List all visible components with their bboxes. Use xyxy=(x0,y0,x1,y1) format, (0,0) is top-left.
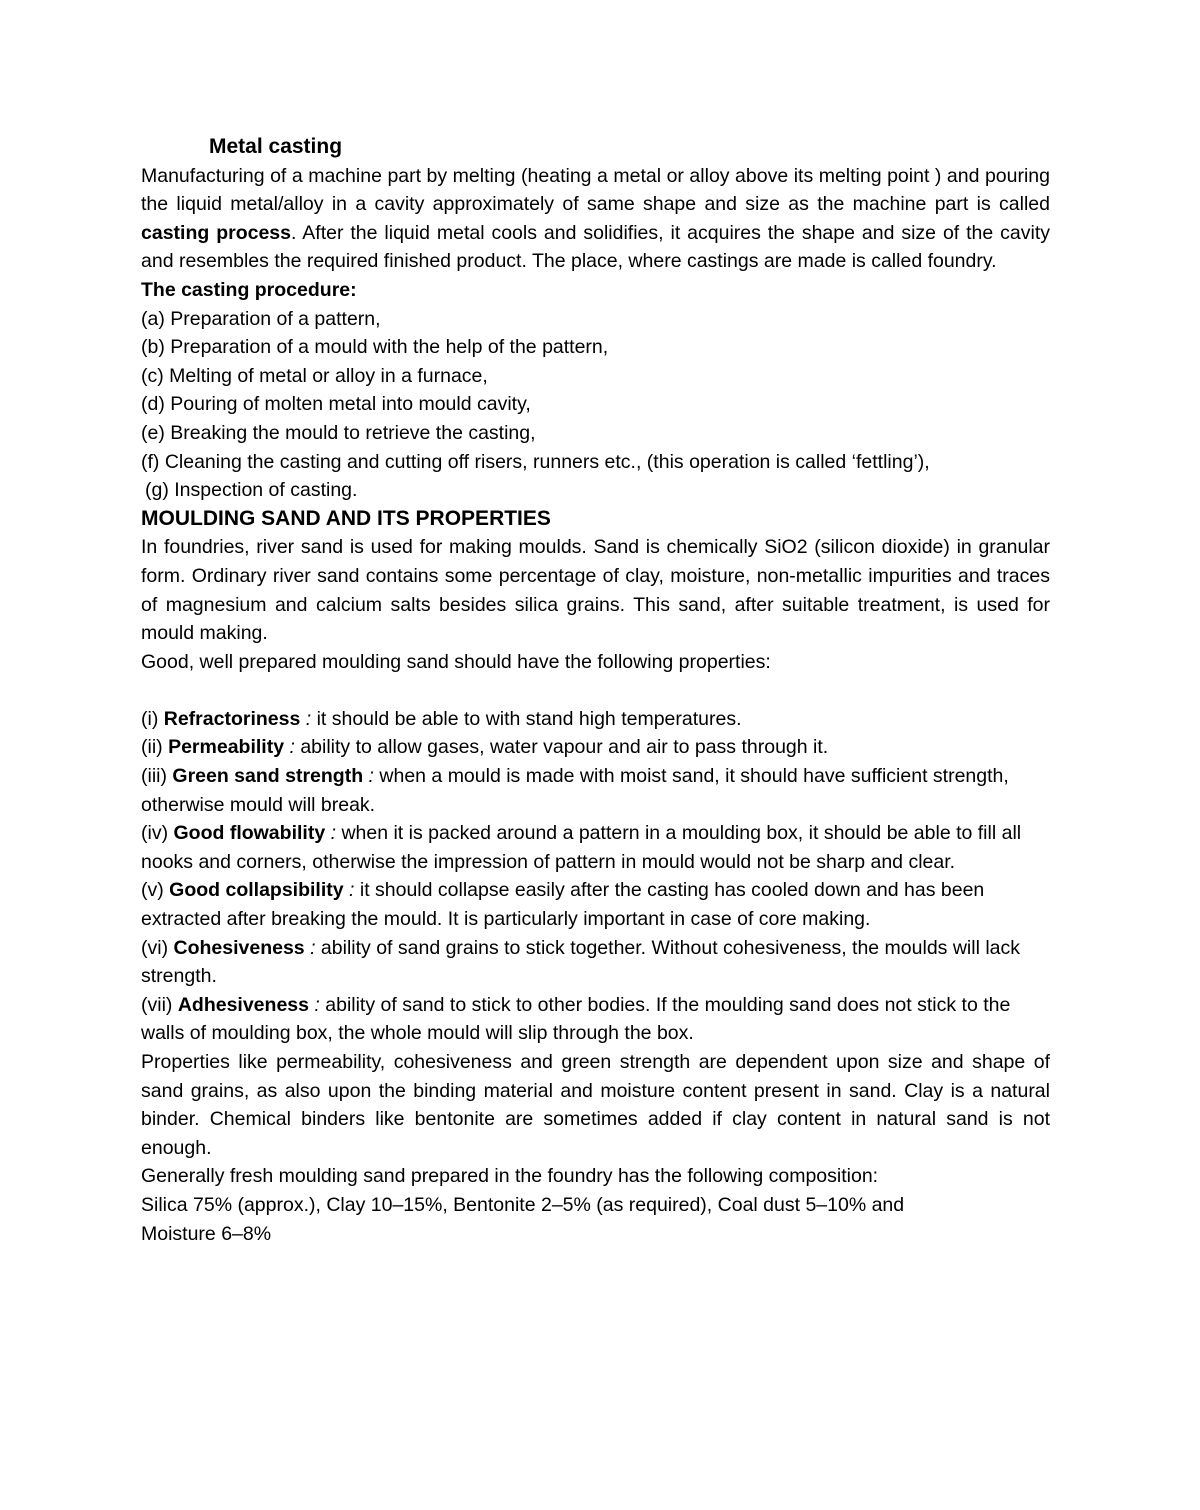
property-separator: : xyxy=(284,736,301,759)
procedure-step: (f) Cleaning the casting and cutting off risers, runners etc., (this operation is called ‘fettling’), xyxy=(141,450,930,473)
blank-line xyxy=(141,676,1050,705)
property-number: (vii) xyxy=(141,993,178,1016)
property-name: Green sand strength xyxy=(172,765,364,788)
intro-bold-term: casting process xyxy=(141,221,291,244)
property-number: (i) xyxy=(141,707,164,730)
property-number: (v) xyxy=(141,879,170,902)
property-description: when it is packed around a pattern in a moulding box, it should be able to fill all nooks and corners, otherwise the impression of pattern in mould would not be sharp and clear. xyxy=(141,822,1022,873)
property-item xyxy=(141,762,1050,819)
moulding-paragraph-1: In foundries, river sand is used for making moulds. Sand is chemically SiO2 (silicon dioxide) in granular form. Ordinary river sand contains some percentage of clay, moisture, non-metallic impurities and traces of magnesium and calcium salts besides silica grains. This sand, after suitable treatment, is used for mould making. xyxy=(141,536,1050,645)
composition-line-1: Silica 75% (approx.), Clay 10–15%, Bentonite 2–5% (as required), Coal dust 5–10% and xyxy=(141,1193,905,1216)
moulding-paragraph-3: Properties like permeability, cohesiveness and green strength are dependent upon size and shape of sand grains, as also upon the binding material and moisture content present in sand. Clay is a natural binder. Chemical binders like bentonite are sometimes added if clay content in natural sand is not enough. xyxy=(141,1051,1050,1159)
procedure-step: (a) Preparation of a pattern, xyxy=(141,307,381,330)
moulding-paragraph-2: Good, well prepared moulding sand should have the following properties: xyxy=(141,650,771,673)
page-title: Metal casting xyxy=(209,135,343,158)
property-separator: : xyxy=(325,822,342,845)
property-separator: : xyxy=(308,993,326,1016)
property-number: (iv) xyxy=(141,822,174,845)
property-description: ability of sand grains to stick together. Without cohesiveness, the moulds will lack strength. xyxy=(141,936,1021,988)
intro-text-1: Manufacturing of a machine part by melting (heating a metal or alloy above its melting point ) and pouring the liquid metal/alloy in a cavity approximately of same shape and size as the machine part is called xyxy=(141,164,1050,216)
property-description: ability to allow gases, water vapour and air to pass through it. xyxy=(300,736,829,759)
property-item xyxy=(141,705,1050,734)
property-name: Good flowability xyxy=(173,822,326,845)
property-item xyxy=(141,733,1050,762)
procedure-step: (c) Melting of metal or alloy in a furnace, xyxy=(141,364,488,387)
property-item xyxy=(141,991,1050,1048)
moulding-paragraph-4: Generally fresh moulding sand prepared in the foundry has the following composition: xyxy=(141,1165,879,1188)
property-description: when a mould is made with moist sand, it should have sufficient strength, otherwise mould will break. xyxy=(141,765,1009,816)
property-number: (vi) xyxy=(141,936,174,959)
property-number: (ii) xyxy=(141,736,169,759)
property-item xyxy=(141,876,1050,933)
property-separator: : xyxy=(300,707,317,730)
procedure-list xyxy=(141,305,1050,505)
property-name: Refractoriness xyxy=(163,707,301,730)
properties-list xyxy=(141,705,1050,1048)
property-name: Good collapsibility xyxy=(169,879,344,902)
property-item xyxy=(141,934,1050,991)
procedure-step: (e) Breaking the mould to retrieve the casting, xyxy=(141,421,536,444)
procedure-step: (d) Pouring of molten metal into mould cavity, xyxy=(141,393,531,416)
procedure-step: (g) Inspection of casting. xyxy=(145,479,358,502)
property-separator: : xyxy=(304,936,321,959)
section-heading: MOULDING SAND AND ITS PROPERTIES xyxy=(141,506,551,530)
composition-line-2: Moisture 6–8% xyxy=(141,1222,272,1245)
property-description: it should collapse easily after the casting has cooled down and has been extracted after breaking the mould. It is particularly important in case of core making. xyxy=(141,879,985,931)
property-separator: : xyxy=(343,879,360,902)
property-name: Adhesiveness xyxy=(177,993,309,1016)
property-name: Cohesiveness xyxy=(173,936,305,959)
property-description: it should be able to with stand high temperatures. xyxy=(316,707,742,730)
intro-paragraph xyxy=(141,162,1050,276)
property-description: ability of sand to stick to other bodies. If the moulding sand does not stick to the walls of moulding box, the whole mould will slip through the box. xyxy=(141,993,1011,1045)
intro-text-2: . After the liquid metal cools and solidifies, it acquires the shape and size of the cavity and resembles the required finished product. The place, where castings are made is called foundry. xyxy=(141,221,1051,273)
procedure-heading: The casting procedure: xyxy=(141,278,357,301)
property-separator: : xyxy=(363,765,380,788)
property-name: Permeability xyxy=(168,736,285,759)
procedure-step: (b) Preparation of a mould with the help of the pattern, xyxy=(141,336,609,359)
property-number: (iii) xyxy=(141,765,173,788)
property-item xyxy=(141,819,1050,876)
